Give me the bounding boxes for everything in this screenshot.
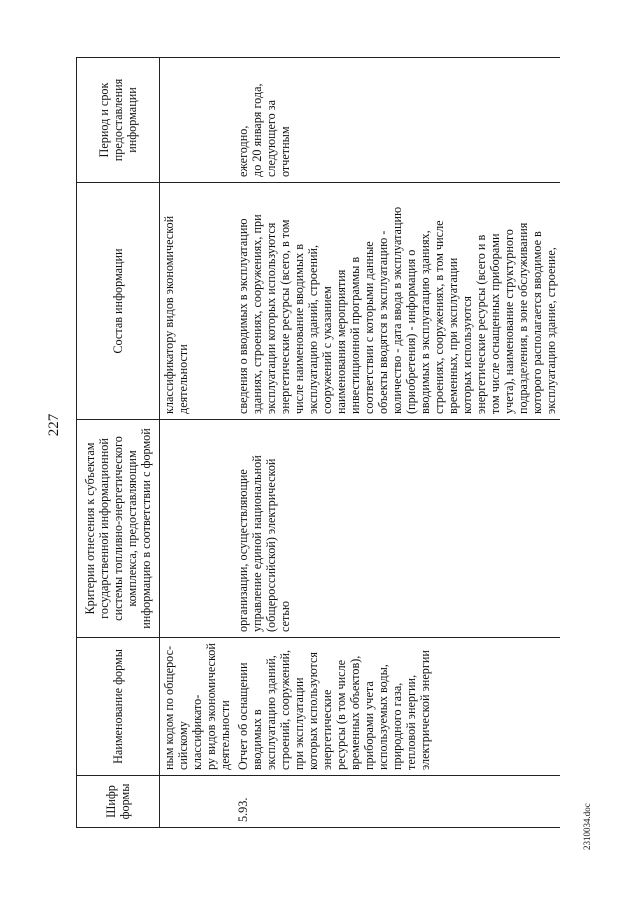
cell-code: 5.93. (234, 776, 560, 828)
table-row (160, 58, 235, 828)
cell-criteria: организации, осуществляющие управление единой национальной (общероссийской) электрической сетью (234, 420, 560, 638)
rotated-page (40, 0, 600, 850)
table-row (234, 58, 560, 828)
page-number: 227 (46, 413, 62, 437)
cell-code (160, 776, 235, 828)
cell-criteria (160, 420, 235, 638)
cell-composition: классификатору видов экономической деятельности (160, 183, 235, 420)
cell-period: ежегодно, до 20 января года, следующего за отчетным (234, 58, 560, 183)
header-code: Шифр формы (77, 776, 160, 828)
cell-form-name: Отчет об оснащении вводимых в эксплуатацию зданий, строений, сооружений, при эксплуатации которых используются энергетические ресурсы (в том числе временных объектов), приборами учета используемых воды, природного газа, тепловой энергии, электрической энергии (234, 638, 560, 776)
cell-form-name: ным кодом по общерос- сийскому классификато- ру видов экономической деятельности (160, 638, 235, 776)
header-form-name: Наименование формы (77, 638, 160, 776)
cell-composition: сведения о вводимых в эксплуатацию зданиях, строениях, сооружениях, при эксплуатации которых используются энергетические ресурсы (всего, в том числе наименование вводимых в эксплуатацию зданий, строений, сооружений с указанием наименования мероприятия инвестиционной программы в соответствии с которыми данные объекты вводятся в эксплуатацию - количество - дата ввода в эксплуатацию (приобретения) - информация о вводимых в эксплуатацию зданиях, строениях, сооружениях, в том числе временных, при эксплуатации которых используются энергетические ресурсы (всего и в том числе оснащенных приборами учета), наименование структурного подразделения, в зоне обслуживания которого располагается вводимое в эксплуатацию здание, строение, (234, 183, 560, 420)
table-header-row (77, 58, 160, 828)
header-criteria: Критерии отнесения к субъектам государственной информационной системы топливно-энергетического комплекса, предоставляющим информацию в соответствии с формой (77, 420, 160, 638)
header-period: Период и срок предоставления информации (77, 58, 160, 183)
header-composition: Состав информации (77, 183, 160, 420)
footer-file-code: 2310034.doc (582, 803, 592, 850)
forms-table (76, 57, 560, 828)
cell-period (160, 58, 235, 183)
